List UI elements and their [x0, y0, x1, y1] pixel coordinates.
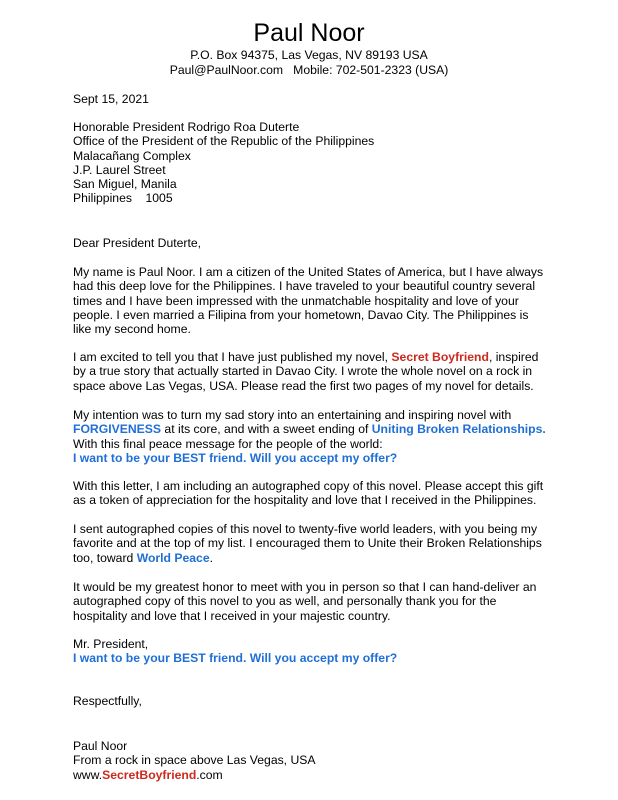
paragraph-meet: [73, 580, 573, 623]
letterhead-phone: Mobile: 702-501-2323 (USA): [293, 63, 449, 77]
paragraph-line: With this final peace message for the people of the world:: [73, 436, 383, 451]
recipient-address: [73, 120, 573, 206]
date-text: Sept 15, 2021: [73, 92, 149, 106]
website-link[interactable]: [73, 768, 573, 782]
paragraph-offer: [73, 637, 573, 666]
paragraph-line: [73, 350, 573, 364]
paragraph-gift: [73, 479, 573, 508]
best-friend-offer: I want to be your BEST friend. Will you accept my offer?: [73, 450, 398, 465]
paragraph-line: My name is Paul Noor. I am a citizen of the United States of America, but I have always: [73, 265, 544, 279]
paragraph-line: favorite and at the top of my list. I encouraged them to Unite their Broken Relationships: [73, 536, 542, 551]
text-run: , inspired: [488, 350, 539, 364]
letterhead-name: Paul Noor: [253, 19, 365, 47]
paragraph-line: hospitality and love that I received in your majestic country.: [73, 608, 391, 623]
paragraph-line: like my second home.: [73, 322, 191, 337]
web-prefix: www.: [73, 767, 103, 782]
world-peace-highlight: World Peace: [136, 550, 210, 565]
paragraph-line: autographed copy of this novel to you as well, and personally thank you for the: [73, 594, 497, 609]
text-run: I am excited to tell you that I have just published my novel,: [73, 350, 392, 364]
recipient-line: Honorable President Rodrigo Roa Duterte: [73, 120, 300, 134]
novel-title: Secret Boyfriend: [391, 350, 489, 364]
paragraph-novel: [73, 350, 573, 393]
web-suffix: .com: [196, 767, 223, 782]
signature-location: From a rock in space above Las Vegas, USA: [73, 753, 316, 768]
recipient-line: Malacañang Complex: [73, 148, 191, 163]
letterhead-email: Paul@PaulNoor.com: [169, 63, 283, 77]
salutation: [73, 236, 573, 250]
paragraph-line: by a true story that actually started in Davao City. I wrote the whole novel on a rock in: [73, 364, 533, 379]
closing-text: Respectfully,: [73, 694, 142, 708]
recipient-line: Philippines 1005: [73, 191, 173, 206]
paragraph-line: as a token of appreciation for the hospitality and love that I received in the Philippines.: [73, 493, 537, 508]
recipient-line: J.P. Laurel Street: [73, 162, 166, 177]
recipient-line: San Miguel, Manila: [73, 177, 177, 192]
paragraph-leaders: [73, 522, 573, 565]
paragraph-line: Mr. President,: [73, 637, 149, 651]
recipient-line: Office of the President of the Republic of the Philippines: [73, 134, 375, 149]
best-friend-offer-repeat: I want to be your BEST friend. Will you accept my offer?: [73, 651, 398, 666]
paragraph-line: With this letter, I am including an autographed copy of this novel. Please accept this gift: [73, 479, 544, 493]
paragraph-line: I sent autographed copies of this novel to twenty-five world leaders, with you being my: [73, 522, 538, 536]
text-run: at its core, and with a sweet ending of: [161, 422, 372, 437]
paragraph-line: space above Las Vegas, USA. Please read the first two pages of my novel for details.: [73, 378, 534, 393]
paragraph-line: [73, 422, 573, 436]
salutation-text: Dear President Duterte,: [73, 236, 202, 250]
letterhead-contact: [0, 63, 618, 78]
paragraph-line: My intention was to turn my sad story into an entertaining and inspiring novel with: [73, 408, 512, 422]
text-run: too, toward: [73, 550, 137, 565]
paragraph-intention: [73, 408, 573, 465]
signature-name: Paul Noor: [73, 739, 128, 753]
letter-date: [73, 92, 573, 106]
paragraph-line: times and I have been impressed with the unmatchable hospitality and love of your: [73, 293, 519, 308]
paragraph-line: [73, 551, 573, 565]
closing: [73, 694, 573, 708]
uniting-highlight: Uniting Broken Relationships.: [371, 422, 546, 437]
paragraph-line: It would be my greatest honor to meet with you in person so that I can hand-deliver an: [73, 580, 537, 594]
text-run: .: [209, 550, 214, 565]
paragraph-line: people. I even married a Filipina from your hometown, Davao City. The Philippines is: [73, 307, 529, 322]
forgiveness-highlight: FORGIVENESS: [73, 422, 162, 437]
signature-block: [73, 739, 573, 782]
paragraph-line: had this deep love for the Philippines. I have traveled to your beautiful country several: [73, 279, 536, 294]
website-brand: SecretBoyfriend: [102, 767, 197, 782]
paragraph-intro: [73, 265, 573, 336]
letterhead-address: P.O. Box 94375, Las Vegas, NV 89193 USA: [190, 48, 428, 62]
